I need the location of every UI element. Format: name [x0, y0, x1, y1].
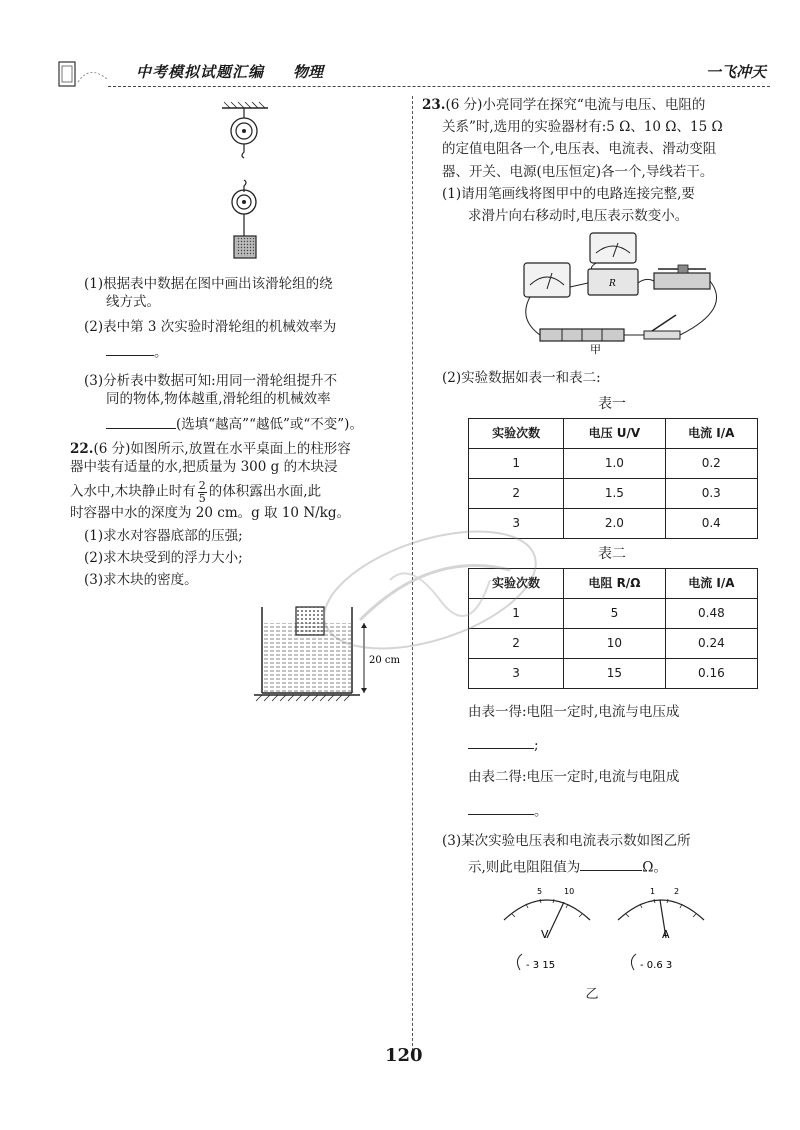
q21-part1-line1: (1)根据表中数据在图中画出该滑轮组的绕	[84, 276, 333, 293]
q23-part3-line1: (3)某次实验电压表和电流表示数如图乙所	[442, 833, 691, 850]
table-cell: 2.0	[564, 508, 665, 538]
q21-part3-line1: (3)分析表中数据可知:用同一滑轮组提升不	[84, 372, 338, 389]
q22-line4: 时容器中水的深度为 20 cm。g 取 10 N/kg。	[70, 505, 350, 522]
svg-text:1: 1	[650, 887, 656, 897]
q23-line3: 的定值电阻各一个,电压表、电流表、滑动变阻	[442, 141, 717, 158]
table1-header: 电压 U/V	[564, 418, 665, 448]
pulley-system-figure	[84, 96, 404, 268]
table-cell: 0.2	[665, 448, 757, 478]
q21-part3-line2: 同的物体,物体越重,滑轮组的机械效率	[106, 390, 331, 407]
q21-trend-blank[interactable]	[106, 414, 176, 429]
q22-fraction: $\frac{2}{5}$	[198, 479, 206, 505]
table-cell: 5	[564, 598, 666, 628]
q22-line3b: 的体积露出水面,此	[208, 483, 322, 500]
q22-line3a: 入水中,木块静止时有	[70, 483, 196, 500]
table-cell: 0.3	[665, 478, 757, 508]
question-23	[422, 96, 762, 225]
q23-number: 23.	[422, 97, 446, 113]
fig1-caption: 甲	[590, 343, 601, 356]
conclusion1-end: ;	[534, 737, 539, 754]
svg-text:5: 5	[537, 887, 543, 897]
table-cell: 0.48	[665, 598, 757, 628]
q21-part1-line2: 线方式。	[106, 294, 160, 311]
page-header	[58, 52, 770, 92]
table-row	[469, 448, 758, 478]
q21-efficiency-blank[interactable]	[106, 342, 154, 357]
q22-line1: (6 分)如图所示,放置在水平桌面上的柱形容	[93, 440, 351, 457]
conclusion2-blank[interactable]	[468, 801, 534, 816]
q23-part2: (2)实验数据如表一和表二:	[442, 369, 601, 386]
table-cell: 0.4	[665, 508, 757, 538]
table-cell: 10	[564, 628, 666, 658]
table-cell: 3	[469, 658, 564, 688]
table-cell: 1	[469, 448, 564, 478]
table-cell: 2	[469, 478, 564, 508]
q22-number: 22.	[70, 440, 94, 457]
q23-part1-line2: 求滑片向右移动时,电压表示数变小。	[468, 208, 689, 225]
table1-header: 实验次数	[469, 418, 564, 448]
svg-text:R: R	[609, 279, 616, 290]
q23-line4: 器、开关、电源(电压恒定)各一个,导线若干。	[442, 163, 714, 180]
q21-part2-line1: (2)表中第 3 次实验时滑轮组的机械效率为	[84, 318, 337, 335]
q22-line2: 器中装有适量的水,把质量为 300 g 的木块浸	[70, 458, 338, 475]
table-cell: 1.0	[564, 448, 665, 478]
subject-label: 物理	[293, 63, 324, 81]
table-cell: 3	[469, 508, 564, 538]
conclusion-2: 由表二得:电压一定时,电流与电阻成	[468, 769, 680, 786]
q23-line2: 关系”时,选用的实验器材有:5 Ω、10 Ω、15 Ω	[442, 119, 723, 136]
table1-header: 电流 I/A	[665, 418, 757, 448]
table2-caption: 表二	[598, 545, 626, 562]
header-rule	[108, 86, 770, 87]
ammeter-symbol: A	[662, 928, 670, 942]
page-number: 120	[385, 1045, 423, 1066]
fig2-caption: 乙	[585, 986, 599, 1002]
book-title: 中考模拟试题汇编	[136, 63, 265, 81]
brand-label: 一飞冲天	[705, 63, 766, 81]
resistance-blank[interactable]	[580, 857, 642, 872]
ammeter-terminals: - 0.6 3	[640, 960, 673, 972]
table2-header: 实验次数	[469, 568, 564, 598]
svg-text:2: 2	[674, 887, 680, 897]
voltmeter-symbol: V	[541, 928, 549, 942]
q22-part3: (3)求木块的密度。	[84, 571, 198, 588]
table-cell: 15	[564, 658, 666, 688]
q21-part3-line3: (选填“越高”“越低”或“不变”)。	[176, 416, 363, 433]
meters-figure	[422, 880, 762, 980]
resistance-unit: Ω。	[642, 859, 667, 876]
table-cell: 1	[469, 598, 564, 628]
table-cell: 0.24	[665, 628, 757, 658]
table2-header: 电流 I/A	[665, 568, 757, 598]
table-cell: 0.16	[665, 658, 757, 688]
conclusion1-blank[interactable]	[468, 735, 534, 750]
svg-text:10: 10	[564, 887, 575, 897]
table-row	[469, 478, 758, 508]
conclusion2-end: 。	[534, 803, 548, 820]
table1-caption: 表一	[598, 395, 626, 412]
q23-part3-line2: 示,则此电阻阻值为	[468, 859, 581, 876]
depth-label: 20 cm	[369, 655, 400, 667]
header-logo-icon	[58, 60, 110, 88]
watermark-stamp-icon	[300, 510, 560, 670]
voltmeter-terminals: - 3 15	[526, 960, 556, 972]
q22-part2: (2)求木块受到的浮力大小;	[84, 549, 243, 566]
table2-header: 电阻 R/Ω	[564, 568, 666, 598]
q23-line1: (6 分)小亮同学在探究“电流与电压、电阻的	[445, 97, 706, 113]
table-cell: 1.5	[564, 478, 665, 508]
q22-part1: (1)求水对容器底部的压强;	[84, 527, 243, 544]
q23-part1-line1: (1)请用笔画线将图甲中的电路连接完整,要	[442, 185, 695, 202]
conclusion-1: 由表一得:电阻一定时,电流与电压成	[468, 703, 680, 720]
circuit-figure	[422, 229, 762, 355]
table-cell: 2	[469, 628, 564, 658]
q21-part2-end: 。	[154, 344, 168, 361]
